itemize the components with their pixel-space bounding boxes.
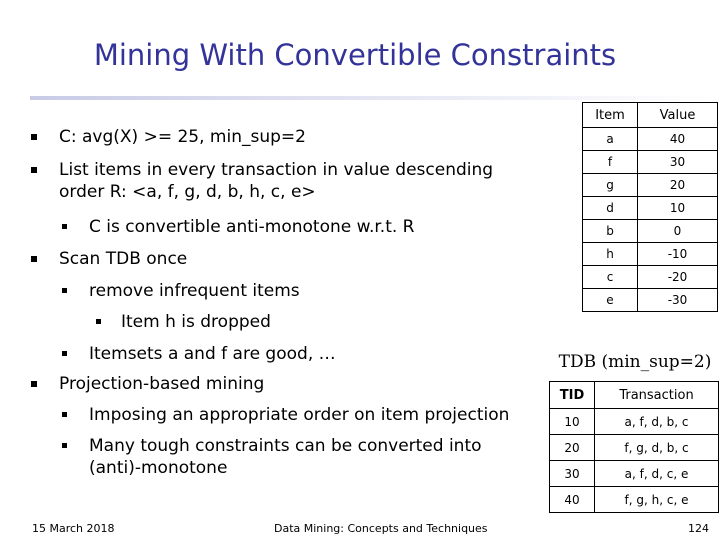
- slide-title: Mining With Convertible Constraints: [93, 38, 617, 72]
- table-header-row: [583, 103, 718, 128]
- table-header-row: [550, 382, 719, 409]
- table-row: [550, 435, 719, 461]
- bullet-text: Itemsets a and f are good, …: [89, 344, 336, 364]
- bullet-text: Imposing an appropriate order on item projection: [89, 405, 510, 425]
- value-cell: 40: [638, 128, 718, 151]
- tid-cell: 20: [550, 435, 595, 461]
- table-row: [550, 461, 719, 487]
- page-number: 124: [688, 522, 709, 535]
- item-cell: b: [583, 220, 638, 243]
- bullet-square-icon: [31, 134, 37, 140]
- value-cell: 0: [638, 220, 718, 243]
- item-cell: f: [583, 151, 638, 174]
- item-cell: c: [583, 266, 638, 289]
- item-value-table: [582, 102, 718, 312]
- table-row: [583, 220, 718, 243]
- item-cell: h: [583, 243, 638, 266]
- title-underline: [30, 96, 710, 100]
- bullet-good: [62, 343, 336, 365]
- tid-cell: 40: [550, 487, 595, 513]
- bullet-square-icon: [62, 412, 67, 417]
- bullet-text: C is convertible anti-monotone w.r.t. R: [89, 217, 415, 237]
- bullet-projection: [31, 373, 264, 395]
- transaction-cell: a, f, d, c, e: [595, 461, 719, 487]
- value-cell: -30: [638, 289, 718, 312]
- bullet-square-icon: [62, 351, 67, 356]
- item-cell: e: [583, 289, 638, 312]
- bullet-text: List items in every transaction in value descending order R: <a, f, g, d, b, h, c, e>: [59, 160, 494, 202]
- bullet-square-icon: [31, 381, 37, 387]
- item-cell: a: [583, 128, 638, 151]
- item-cell: g: [583, 174, 638, 197]
- bullet-tough: [62, 435, 532, 479]
- bullet-remove: [62, 280, 300, 302]
- tid-cell: 10: [550, 409, 595, 435]
- bullet-text: Scan TDB once: [59, 249, 188, 269]
- tid-cell: 30: [550, 461, 595, 487]
- bullet-scan: [31, 248, 187, 270]
- item-cell: d: [583, 197, 638, 220]
- table-row: [583, 266, 718, 289]
- value-cell: 10: [638, 197, 718, 220]
- bullet-text: remove infrequent items: [89, 281, 300, 301]
- bullet-square-icon: [62, 288, 67, 293]
- value-cell: -20: [638, 266, 718, 289]
- transaction-cell: a, f, d, b, c: [595, 409, 719, 435]
- table-row: [583, 289, 718, 312]
- bullet-square-icon: [31, 167, 37, 173]
- table-row: [550, 487, 719, 513]
- tdb-table: [549, 381, 719, 513]
- footer-title: Data Mining: Concepts and Techniques: [274, 522, 488, 535]
- bullet-square-icon: [62, 443, 67, 448]
- header-transaction: Transaction: [595, 382, 719, 409]
- bullet-square-icon: [31, 256, 37, 262]
- bullet-text: Projection-based mining: [59, 374, 265, 394]
- value-cell: 20: [638, 174, 718, 197]
- bullet-text: Many tough constraints can be converted into (anti)-monotone: [89, 436, 482, 478]
- table-row: [583, 128, 718, 151]
- transaction-cell: f, g, h, c, e: [595, 487, 719, 513]
- bullet-square-icon: [96, 319, 101, 324]
- bullet-text: C: avg(X) >= 25, min_sup=2: [59, 127, 306, 147]
- transaction-cell: f, g, d, b, c: [595, 435, 719, 461]
- tdb-caption: TDB (min_sup=2): [558, 352, 712, 372]
- bullet-convertible: [62, 216, 414, 238]
- bullet-text: Item h is dropped: [121, 312, 271, 332]
- footer-date: 15 March 2018: [32, 522, 115, 535]
- bullet-constraint: [31, 126, 306, 148]
- value-cell: -10: [638, 243, 718, 266]
- header-value: Value: [638, 103, 718, 128]
- bullet-square-icon: [62, 224, 67, 229]
- bullet-dropped: [96, 311, 271, 333]
- table-row: [583, 197, 718, 220]
- header-tid: TID: [550, 382, 595, 409]
- header-item: Item: [583, 103, 638, 128]
- table-row: [583, 243, 718, 266]
- bullet-order: [31, 159, 531, 203]
- bullet-imposing: [62, 404, 509, 426]
- table-row: [583, 151, 718, 174]
- value-cell: 30: [638, 151, 718, 174]
- table-row: [583, 174, 718, 197]
- table-row: [550, 409, 719, 435]
